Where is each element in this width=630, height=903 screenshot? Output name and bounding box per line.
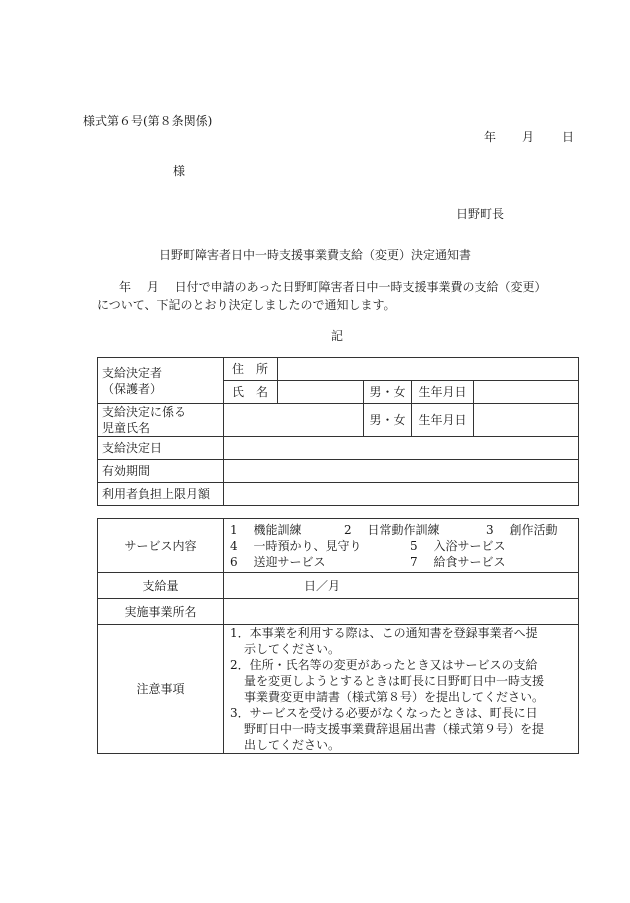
provider-label: 実施事業所名 <box>98 599 224 625</box>
body-text <box>97 278 587 314</box>
note-item <box>230 657 578 705</box>
birthdate-value[interactable] <box>474 381 579 404</box>
address-label: 住 所 <box>224 358 278 381</box>
child-label-sub: 児童氏名 <box>102 421 151 435</box>
notes-list <box>224 625 579 754</box>
birthdate-label: 生年月日 <box>412 381 474 404</box>
recipient-label-sub: （保護者） <box>102 381 163 396</box>
service-item[interactable]: 2 日常動作訓練 <box>344 522 440 537</box>
valid-period-label: 有効期間 <box>98 460 224 483</box>
recipient-label-cell <box>98 358 224 404</box>
service-label: サービス内容 <box>98 519 224 573</box>
note-line: 3．サービスを受ける必要がなくなったときは、町長に日 <box>230 706 538 720</box>
name-value[interactable] <box>278 381 364 404</box>
service-table <box>97 518 579 754</box>
child-birthdate-value[interactable] <box>474 404 579 437</box>
addressee-suffix: 様 <box>173 164 186 178</box>
address-value[interactable] <box>278 358 579 381</box>
ki-heading: 記 <box>331 329 344 343</box>
note-line: 2．住所・氏名等の変更があったとき又はサービスの支給 <box>230 658 538 672</box>
note-line: 出してください。 <box>244 738 341 752</box>
amount-label: 支給量 <box>98 573 224 599</box>
service-row <box>230 538 578 554</box>
limit-amount-value[interactable] <box>224 483 579 506</box>
body-line-1: 年 月 日付で申請のあった日野町障害者日中一時支援事業費の支給（変更） <box>119 280 547 294</box>
note-line: 事業費変更申請書（様式第８号）を提出してください。 <box>244 690 545 704</box>
service-list <box>224 519 579 573</box>
note-item <box>230 705 578 753</box>
note-line: 示してください。 <box>244 642 341 656</box>
form-number: 様式第６号(第８条関係) <box>83 114 213 128</box>
service-row <box>230 554 578 570</box>
date-month: 月 <box>522 130 535 144</box>
service-item[interactable]: 6 送迎サービス <box>230 554 326 569</box>
gender-field[interactable]: 男・女 <box>364 381 412 404</box>
sender: 日野町長 <box>456 207 505 221</box>
service-row <box>230 522 578 538</box>
decision-date-value[interactable] <box>224 437 579 460</box>
child-birthdate-label: 生年月日 <box>412 404 474 437</box>
notes-label: 注意事項 <box>98 625 224 754</box>
service-item[interactable]: 3 創作活動 <box>486 522 558 537</box>
decision-table <box>97 357 579 506</box>
decision-date-label: 支給決定日 <box>98 437 224 460</box>
date-day: 日 <box>562 130 575 144</box>
service-item[interactable]: 1 機能訓練 <box>230 522 302 537</box>
note-line: 1．本事業を利用する際は、この通知書を登録事業者へ提 <box>230 626 538 640</box>
document-title: 日野町障害者日中一時支援事業費支給（変更）決定通知書 <box>158 248 471 262</box>
limit-amount-label: 利用者負担上限月額 <box>98 483 224 506</box>
amount-value[interactable]: 日／月 <box>224 573 579 599</box>
date-year: 年 <box>484 130 497 144</box>
note-item <box>230 625 578 657</box>
note-line: 量を変更しようとするときは町長に日野町日中一時支援 <box>244 674 545 688</box>
valid-period-value[interactable] <box>224 460 579 483</box>
provider-value[interactable] <box>224 599 579 625</box>
body-line-2: について、下記のとおり決定しましたので通知します。 <box>97 298 396 312</box>
service-item[interactable]: 7 給食サービス <box>410 554 506 569</box>
child-name-value[interactable] <box>224 404 364 437</box>
child-label: 支給決定に係る <box>102 405 187 419</box>
date-line <box>484 129 574 145</box>
service-item[interactable]: 5 入浴サービス <box>410 538 506 553</box>
service-item[interactable]: 4 一時預かり、見守り <box>230 538 362 553</box>
name-label: 氏 名 <box>224 381 278 404</box>
recipient-label: 支給決定者 <box>102 365 163 380</box>
child-label-cell <box>98 404 224 437</box>
child-gender-field[interactable]: 男・女 <box>364 404 412 437</box>
note-line: 野町日中一時支援事業費辞退届出書（様式第９号）を提 <box>244 722 545 736</box>
